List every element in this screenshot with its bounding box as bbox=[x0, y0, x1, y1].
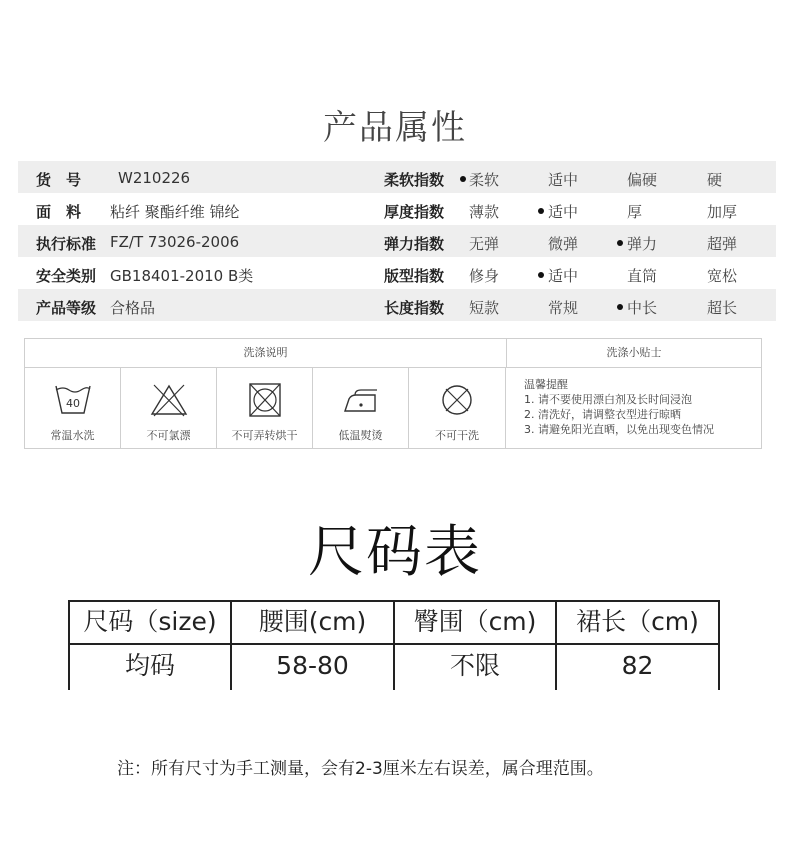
attribute-value: 粘纤 聚酯纤维 锦纶 bbox=[110, 203, 240, 221]
tip-item: 2. 清洗好，请调整衣型进行晾晒 bbox=[524, 408, 681, 421]
care-item bbox=[409, 367, 506, 449]
length-header-cell: 裙长（cm) bbox=[576, 607, 699, 636]
hip-cell: 不限 bbox=[449, 651, 500, 680]
index-option: 超弹 bbox=[707, 235, 738, 253]
attribute-value: FZ/T 73026-2006 bbox=[110, 233, 240, 251]
low-iron-icon bbox=[341, 383, 381, 417]
index-label: 柔软指数 bbox=[384, 171, 445, 189]
index-option: 短款 bbox=[469, 299, 500, 317]
attribute-row bbox=[18, 193, 776, 225]
wash-40-icon bbox=[53, 383, 93, 417]
care-item bbox=[25, 367, 121, 449]
index-label: 长度指数 bbox=[384, 299, 445, 317]
care-label: 常温水洗 bbox=[50, 429, 95, 442]
selected-dot-icon bbox=[617, 240, 623, 246]
attribute-label: 执行标准 bbox=[36, 235, 97, 253]
care-instructions-table bbox=[24, 338, 762, 449]
size-header-cell: 尺码（size) bbox=[83, 607, 217, 636]
index-option: 宽松 bbox=[707, 267, 738, 285]
waist-cell: 58-80 bbox=[276, 651, 349, 680]
care-label: 不可干洗 bbox=[435, 429, 479, 442]
selected-dot-icon bbox=[538, 272, 544, 278]
selected-dot-icon bbox=[617, 304, 623, 310]
attribute-value: 合格品 bbox=[110, 299, 156, 317]
attribute-value: W210226 bbox=[118, 169, 191, 187]
index-option: 加厚 bbox=[707, 203, 738, 221]
size-cell: 均码 bbox=[124, 651, 175, 680]
measurement-note: 注：所有尺寸为手工测量，会有2-3厘米左右误差，属合理范围。 bbox=[117, 759, 604, 779]
attribute-label: 货 号 bbox=[36, 171, 82, 189]
index-option: 偏硬 bbox=[627, 171, 658, 189]
index-option: 中长 bbox=[627, 299, 658, 317]
attribute-label: 产品等级 bbox=[36, 299, 97, 317]
size-chart-title: 尺码表 bbox=[308, 520, 482, 585]
index-option: 微弹 bbox=[548, 235, 579, 253]
index-option: 弹力 bbox=[627, 235, 658, 253]
attribute-label: 面 料 bbox=[36, 203, 82, 221]
selected-dot-icon bbox=[538, 208, 544, 214]
care-label: 低温熨烫 bbox=[338, 429, 383, 442]
index-option: 直筒 bbox=[627, 267, 658, 285]
attribute-row bbox=[18, 257, 776, 289]
no-tumble-dry-icon bbox=[245, 383, 285, 417]
no-dry-clean-icon bbox=[437, 383, 477, 417]
care-left-header: 洗涤说明 bbox=[25, 339, 507, 368]
care-label: 不可氯漂 bbox=[146, 429, 191, 442]
table-border bbox=[718, 600, 720, 690]
index-option: 薄款 bbox=[469, 203, 500, 221]
length-cell: 82 bbox=[621, 651, 654, 680]
index-label: 厚度指数 bbox=[384, 203, 445, 221]
care-label: 不可弄转烘干 bbox=[231, 429, 298, 442]
wash-temp-label: 40 bbox=[65, 397, 80, 410]
care-right-header: 洗涤小贴士 bbox=[507, 339, 761, 368]
care-item bbox=[313, 367, 409, 449]
attribute-row bbox=[18, 225, 776, 257]
care-item bbox=[217, 367, 313, 449]
hip-header-cell: 臀围（cm) bbox=[413, 607, 537, 636]
index-option: 适中 bbox=[548, 171, 579, 189]
care-tips bbox=[524, 377, 714, 437]
index-option: 硬 bbox=[707, 171, 723, 189]
care-item bbox=[121, 367, 217, 449]
index-option: 常规 bbox=[548, 299, 579, 317]
index-option: 超长 bbox=[707, 299, 738, 317]
attribute-value: GB18401-2010 B类 bbox=[110, 267, 254, 285]
index-label: 版型指数 bbox=[384, 267, 445, 285]
index-label: 弹力指数 bbox=[384, 235, 445, 253]
attribute-row bbox=[18, 161, 776, 193]
index-option: 无弹 bbox=[469, 235, 500, 253]
index-option: 修身 bbox=[469, 267, 500, 285]
no-bleach-icon bbox=[149, 383, 189, 417]
attribute-row bbox=[18, 289, 776, 321]
index-option: 柔软 bbox=[469, 171, 500, 189]
attribute-label: 安全类别 bbox=[36, 267, 97, 285]
tips-heading: 温馨提醒 bbox=[524, 378, 568, 391]
index-option: 适中 bbox=[548, 267, 579, 285]
attributes-table bbox=[18, 161, 776, 321]
product-attributes-title: 产品属性 bbox=[323, 108, 467, 148]
tip-item: 1. 请不要使用漂白剂及长时间浸泡 bbox=[524, 393, 692, 406]
index-option: 适中 bbox=[548, 203, 579, 221]
tip-item: 3. 请避免阳光直晒，以免出现变色情况 bbox=[524, 423, 714, 436]
waist-header-cell: 腰围(cm) bbox=[258, 607, 367, 636]
index-option: 厚 bbox=[627, 203, 643, 221]
size-chart-table bbox=[68, 600, 720, 690]
selected-dot-icon bbox=[460, 176, 466, 182]
